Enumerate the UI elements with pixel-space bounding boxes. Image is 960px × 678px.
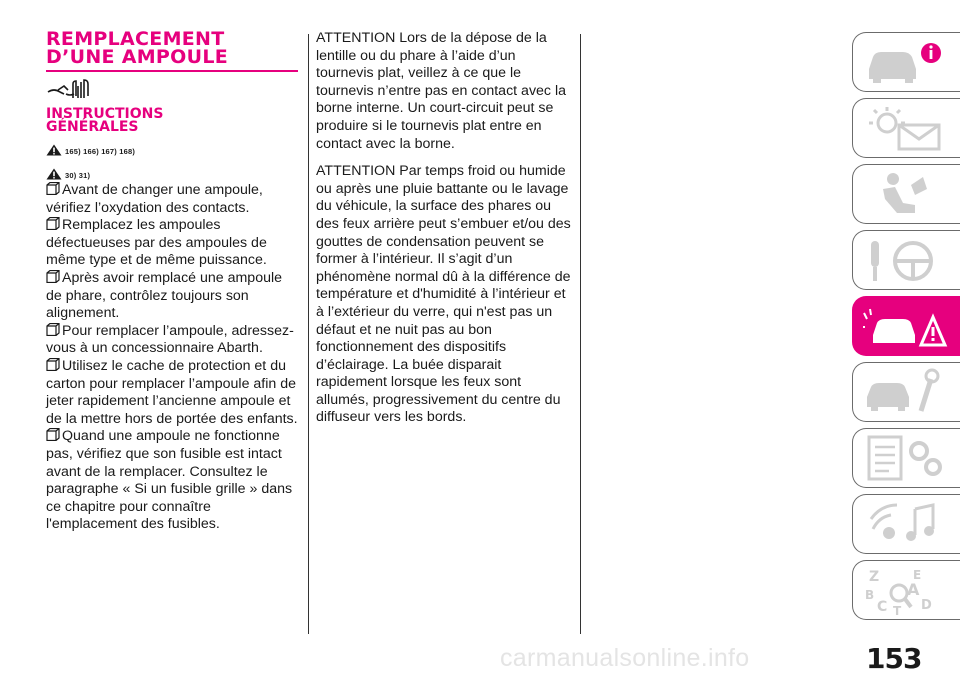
title-line-1: REMPLACEMENT — [46, 28, 225, 50]
key-steering-wheel-icon — [863, 235, 953, 285]
title-underline — [46, 70, 298, 72]
warning-refs-line — [46, 144, 298, 156]
left-column — [46, 30, 298, 534]
right-column — [316, 30, 572, 437]
list-item-text: Après avoir remplacé une ampoule de phare, contrôlez toujours son alignement. — [46, 269, 283, 322]
multimedia-icon — [863, 499, 953, 549]
bullet-box-icon — [46, 182, 60, 195]
svg-text:A: A — [907, 580, 920, 599]
svg-text:B: B — [865, 588, 875, 602]
title-line-2: D’UNE AMPOULE — [46, 46, 229, 68]
spec-sheet-gear-icon — [863, 433, 953, 483]
list-item-text: Quand une ampoule ne fonctionne pas, vérifiez que son fusible est intact avant de la remplacer. Consultez le paragraphe « Si un fusible grille » dans ce chapitre pour connaître l'emplacement des fusibles. — [46, 428, 293, 533]
list-item — [46, 428, 298, 534]
tab-car-info[interactable] — [852, 32, 960, 92]
tab-multimedia[interactable] — [852, 494, 960, 554]
tab-maintenance[interactable] — [852, 362, 960, 422]
car-emergency-icon — [863, 301, 953, 351]
list-item — [46, 358, 298, 428]
bullet-list — [46, 182, 298, 534]
seat-airbag-icon — [863, 169, 953, 219]
alphabet-index-icon — [863, 565, 953, 615]
caution-triangle-icon — [46, 168, 62, 180]
column-divider — [308, 34, 309, 634]
bullet-box-icon — [46, 358, 60, 371]
subtitle-line-1: INSTRUCTIONS — [46, 106, 164, 122]
list-item-text: Remplacez les ampoules défectueuses par des ampoules de même type et de même puissance. — [46, 217, 267, 269]
bulb-replacement-icon — [46, 78, 92, 100]
tab-emergency[interactable] — [852, 296, 960, 356]
car-wrench-icon — [863, 367, 953, 417]
list-item — [46, 270, 298, 323]
tab-safety[interactable] — [852, 164, 960, 224]
list-item-text: Avant de changer une ampoule, vérifiez l’oxydation des contacts. — [46, 182, 263, 216]
svg-text:T: T — [893, 604, 902, 615]
watermark: carmanualsonline.info — [500, 644, 750, 672]
list-item-text: Utilisez le cache de protection et du carton pour remplacer l’ampoule afin de jeter rapidement l’ancienne ampoule et de la mettre hors de portée des enfants. — [46, 357, 298, 427]
warning-triangle-icon — [46, 144, 62, 156]
svg-text:D: D — [921, 598, 932, 613]
warning-references: 165) 166) 167) 168) — [65, 147, 136, 156]
section-subtitle — [46, 108, 298, 134]
tab-warning-lights[interactable] — [852, 98, 960, 158]
bullet-box-icon — [46, 217, 60, 230]
attention-paragraph: ATTENTION Lors de la dépose de la lentille ou du phare à l’aide d’un tournevis plat, veillez à ce que le tournevis n’entre pas en contact avec la borne interne. Un court-circuit peut se produire si le tournevis plat entre en contact avec la borne. — [316, 30, 567, 152]
caution-references: 30) 31) — [65, 171, 91, 180]
svg-text:E: E — [913, 568, 922, 582]
subtitle-line-2: GÉNÉRALES — [46, 119, 139, 135]
section-title — [46, 30, 298, 66]
list-item — [46, 217, 298, 270]
warning-lights-mail-icon — [863, 103, 953, 153]
tab-technical-data[interactable] — [852, 428, 960, 488]
svg-text:C: C — [877, 599, 888, 615]
list-item-text: Pour remplacer l’ampoule, adressez-vous à un concessionnaire Abarth. — [46, 322, 294, 357]
svg-text:Z: Z — [869, 569, 880, 585]
caution-refs-line — [46, 168, 298, 180]
tab-index[interactable] — [852, 560, 960, 620]
column-divider — [580, 34, 581, 634]
tab-starting[interactable] — [852, 230, 960, 290]
list-item — [46, 182, 298, 217]
page-number: 153 — [866, 642, 922, 675]
car-info-icon — [863, 37, 953, 87]
list-item — [46, 323, 298, 358]
bullet-box-icon — [46, 428, 60, 441]
bullet-box-icon — [46, 323, 60, 336]
bullet-box-icon — [46, 270, 60, 283]
attention-paragraph: ATTENTION Par temps froid ou humide ou après une pluie battante ou le lavage du véhicule, la surface des phares ou des feux arrière peut s’embuer et/ou des gouttes de condensation peuvent se former à l’intérieur. Il s’agit d’un phénomène normal dû à la différence de température et d'humidité à l’intérieur et à l’extérieur du verre, qui n'est pas un défaut et ne nuit pas au bon fonctionnement des dispositifs d’éclairage. La buée disparait rapidement lorsque les feux sont allumés, progressivement du centre du diffuseur vers les bords. — [316, 163, 571, 426]
